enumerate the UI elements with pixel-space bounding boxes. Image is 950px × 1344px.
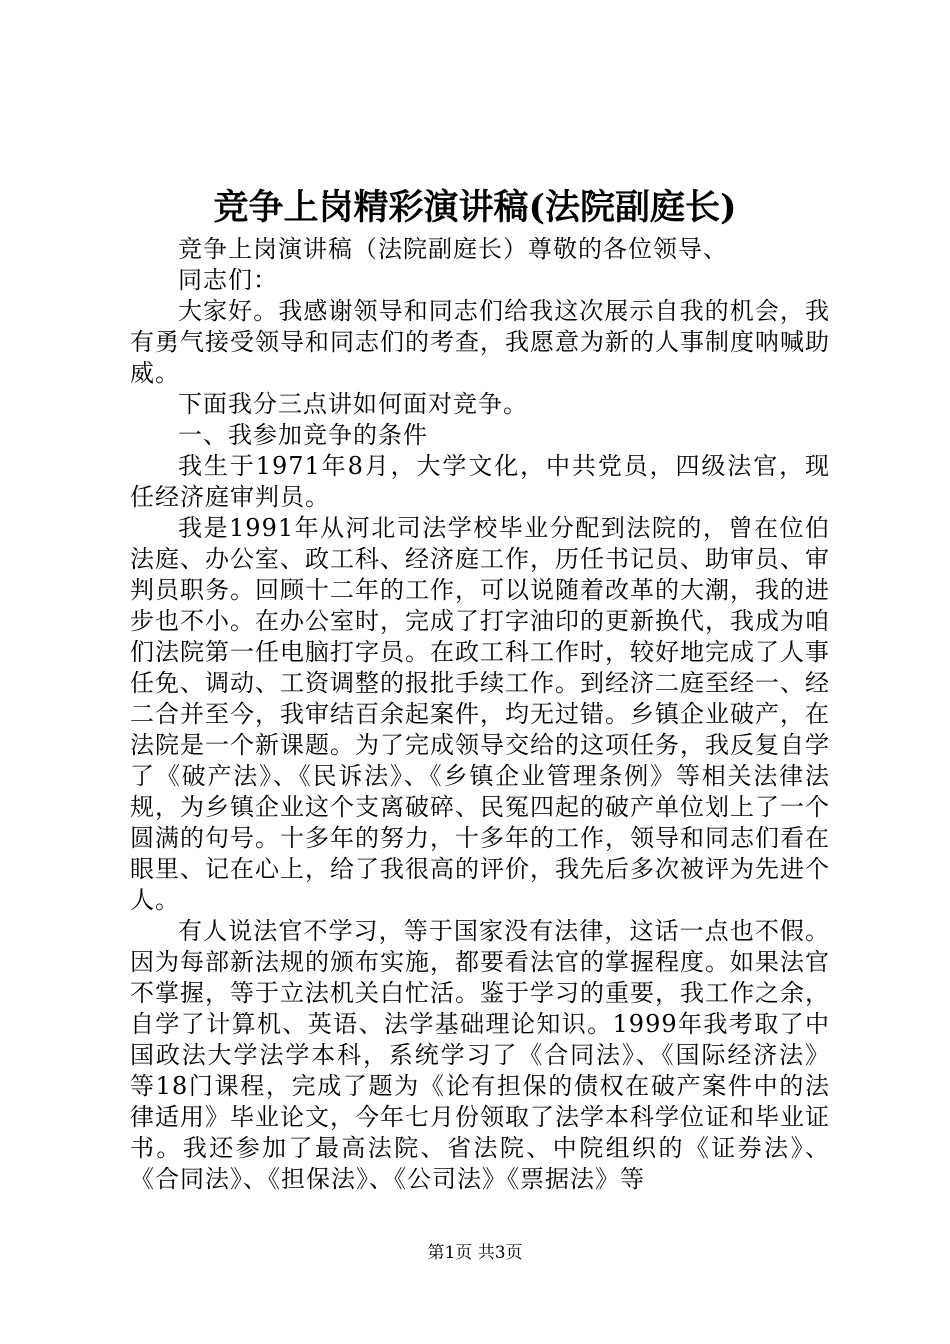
paragraph-study: 有人说法官不学习，等于国家没有法律，这话一点也不假。因为每部新法规的颁布实施，都要看法官的掌握程度。如果法官不掌握，等于立法机关白忙活。鉴于学习的重要，我工作之余，自学了计算机、英语、法学基础理论知识。1999年我考取了中国政法大学法学本科，系统学习了《合同法》、《国际经济法》等18门课程，完成了题为《论有担保的债权在破产案件中的法律适用》毕业论文，今年七月份领取了法学本科学位证和毕业证书。我还参加了最高法院、省法院、中院组织的《证券法》、《合同法》、《担保法》、《公司法》《票据法》等 xyxy=(130,917,830,1193)
page-number-footer: 第1页 共3页 xyxy=(427,1243,523,1263)
paragraph-career: 我是1991年从河北司法学校毕业分配到法院的，曾在位伯法庭、办公室、政工科、经济庭工作，历任书记员、助审员、审判员职务。回顾十二年的工作，可以说随着改革的大潮，我的进步也不小。在办公室时，完成了打字油印的更新换代，我成为咱们法院第一任电脑打字员。在政工科工作时，较好地完成了人事任免、调动、工资调整的报批手续工作。到经济二庭至经一、经二合并至今，我审结百余起案件，均无过错。乡镇企业破产，在法院是一个新课题。为了完成领导交给的这项任务，我反复自学了《破产法》、《民诉法》、《乡镇企业管理条例》等相关法律法规，为乡镇企业这个支离破碎、民冤四起的破产单位划上了一个圆满的句号。十多年的努力，十多年的工作，领导和同志们看在眼里、记在心上，给了我很高的评价，我先后多次被评为先进个人。 xyxy=(130,514,830,914)
document-body xyxy=(130,234,830,1195)
paragraph-background: 我生于1971年8月，大学文化，中共党员，四级法官，现任经济庭审判员。 xyxy=(130,452,830,511)
paragraph-outline: 下面我分三点讲如何面对竞争。 xyxy=(178,390,528,418)
document-title: 竞争上岗精彩演讲稿(法院副庭长) xyxy=(213,187,737,228)
section-heading-conditions: 一、我参加竞争的条件 xyxy=(178,421,428,449)
paragraph-opening: 竞争上岗演讲稿（法院副庭长）尊敬的各位领导、 xyxy=(178,235,728,263)
paragraph-salutation: 同志们： xyxy=(178,266,278,294)
paragraph-greeting: 大家好。我感谢领导和同志们给我这次展示自我的机会，我有勇气接受领导和同志们的考查，我愿意为新的人事制度呐喊助威。 xyxy=(130,297,830,387)
